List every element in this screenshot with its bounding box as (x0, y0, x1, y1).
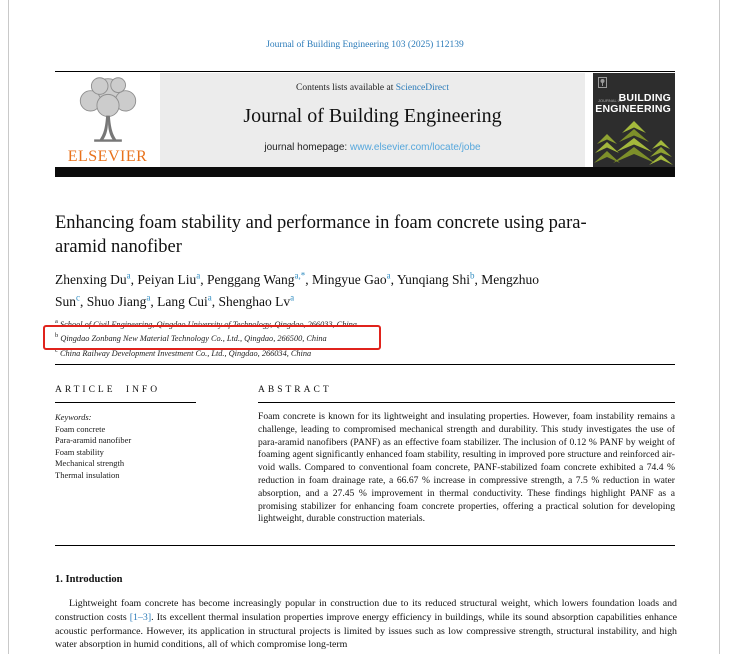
homepage-prefix: journal homepage: (264, 142, 350, 153)
article-info-heading-rule (55, 402, 196, 403)
elsevier-wordmark: ELSEVIER (67, 148, 148, 165)
author (157, 294, 218, 309)
affiliation-c (55, 345, 615, 359)
introduction-heading: 1. Introduction (55, 574, 123, 585)
author-affiliation-superscript: b (470, 270, 475, 280)
keyword-item: Foam concrete (55, 423, 106, 434)
affiliation-text: China Railway Development Investment Co., Ltd., Qingdao, 266034, China (59, 348, 312, 358)
elsevier-logo (55, 73, 160, 167)
article-title: Enhancing foam stability and performance in foam concrete using para-aramid nanofiber (55, 213, 587, 257)
cover-trees-icon (593, 117, 675, 167)
keyword-item: Mechanical strength (55, 458, 125, 468)
author-name: Mingyue Gao (312, 271, 387, 287)
abstract-column (258, 385, 675, 526)
contents-list-line (160, 83, 585, 93)
author-list (55, 266, 555, 311)
author-affiliation-superscript: a (207, 292, 212, 303)
page-edge-right (719, 0, 720, 654)
keyword-item: Foam stability (55, 446, 104, 457)
homepage-line (160, 142, 585, 153)
cover-kicker-text: JOURNAL OF (598, 98, 624, 103)
author-name: Penggang Wang (207, 271, 295, 287)
author-affiliation-superscript: a,* (294, 270, 306, 280)
article-info-column (55, 385, 235, 481)
author-affiliation-superscript: a (126, 270, 131, 280)
sciencedirect-link[interactable]: ScienceDirect (395, 83, 449, 93)
author-name: Shenghao Lv (218, 294, 291, 309)
section-divider-rule (55, 364, 675, 365)
affiliation-superscript: a (55, 318, 58, 325)
keywords-label: Keywords: (55, 412, 92, 422)
homepage-link[interactable]: www.elsevier.com/locate/jobe (350, 142, 481, 153)
keyword-item: Para-aramid nanofiber (55, 435, 132, 445)
keyword-item: Thermal insulation (55, 469, 120, 480)
author-name: Lang Cui (157, 294, 208, 309)
cover-title-line1: BUILDING (618, 92, 671, 104)
affiliation-a (55, 316, 615, 330)
citation-link[interactable]: [1–3] (129, 611, 152, 623)
cover-publisher-mark-icon (598, 77, 607, 88)
abstract-text: Foam concrete is known for its lightweight and insulating properties. However, foam instability remains a challenge, leading to compromised mechanical strength and durability. This study investigates the use of para-aramid nanofibers (PANF) as an effective foam stabilizer. The inclusion of 0.12 % PANF by weight of foaming agent significantly enhanced foam stability, resulting in improved pore structure and reinforced air-void walls. Compared to conventional foam concrete, PANF-stabilized foam concrete exhibited a 74.4 % reduction in foam drainage rate, a 66.67 % increase in compressive strength, a 7.5 % reduction in water absorption, and a 27.45 % improvement in thermal conductivity. These findings highlight PANF as a promising stabilizer for enhancing foam concrete properties, offering a practical solution for developing lightweight, durable construction materials. (258, 411, 675, 525)
affiliation-text: Qingdao Zonbang New Material Technology Co., Ltd., Qingdao, 266500, China (60, 334, 327, 344)
author-name: Shuo Jiang (86, 294, 147, 309)
author-name: Zhenxing Du (55, 271, 127, 287)
affiliation-superscript: b (55, 332, 59, 340)
introduction-text: Lightweight foam concrete has become increasingly popular in construction due to its reduced structural weight, which lowers foundation loads and construction costs (55, 598, 677, 623)
author-name: Mengzhuo Sun (55, 271, 540, 309)
author-name: Yunqiang Shi (396, 271, 471, 287)
article-info-heading: ARTICLE INFO (55, 385, 161, 395)
author-affiliation-superscript: c (76, 292, 81, 303)
page-edge-left (8, 0, 9, 654)
header-divider-bar (55, 167, 675, 177)
author (87, 294, 157, 309)
author-affiliation-superscript: a (146, 292, 151, 303)
affiliation-text: School of Civil Engineering, Qingdao University of Technology, Qingdao, 266033, China (59, 319, 357, 329)
author (219, 294, 295, 309)
cover-title-line2: ENGINEERING (595, 103, 671, 115)
elsevier-tree-icon (66, 75, 150, 147)
journal-title: Journal of Building Engineering (243, 105, 502, 127)
author (397, 272, 481, 287)
author-name: Peiyan Liu (137, 271, 197, 287)
introduction-text: . Its excellent thermal insulation properties improve energy efficiency in buildings, while its sound absorption capabilities enhance acoustic performance. However, its application in structural projects is limited by issues such as low compressive strength, structural instability, and high water absorption in humid conditions, all of which compromise long-term (55, 611, 677, 651)
keywords-block (55, 412, 235, 481)
banner-center-panel (160, 73, 585, 167)
author-affiliation-superscript: a (290, 292, 295, 303)
author-affiliation-superscript: a (196, 270, 201, 280)
abstract-heading: ABSTRACT (258, 385, 332, 395)
contents-prefix: Contents lists available at (295, 83, 396, 93)
affiliation-list (55, 316, 615, 359)
author (137, 272, 207, 287)
author-affiliation-superscript: a (386, 270, 391, 280)
journal-header-banner (55, 71, 675, 177)
author (312, 272, 397, 287)
introduction-paragraph (55, 597, 677, 652)
journal-cover-thumbnail (593, 73, 675, 167)
affiliation-b (55, 330, 615, 344)
section-divider-rule (55, 545, 675, 546)
journal-citation-header: Journal of Building Engineering 103 (2025) 112139 (266, 40, 464, 50)
author (55, 272, 137, 287)
affiliation-superscript: c (55, 346, 58, 354)
author (207, 272, 312, 287)
abstract-heading-rule (258, 402, 675, 403)
